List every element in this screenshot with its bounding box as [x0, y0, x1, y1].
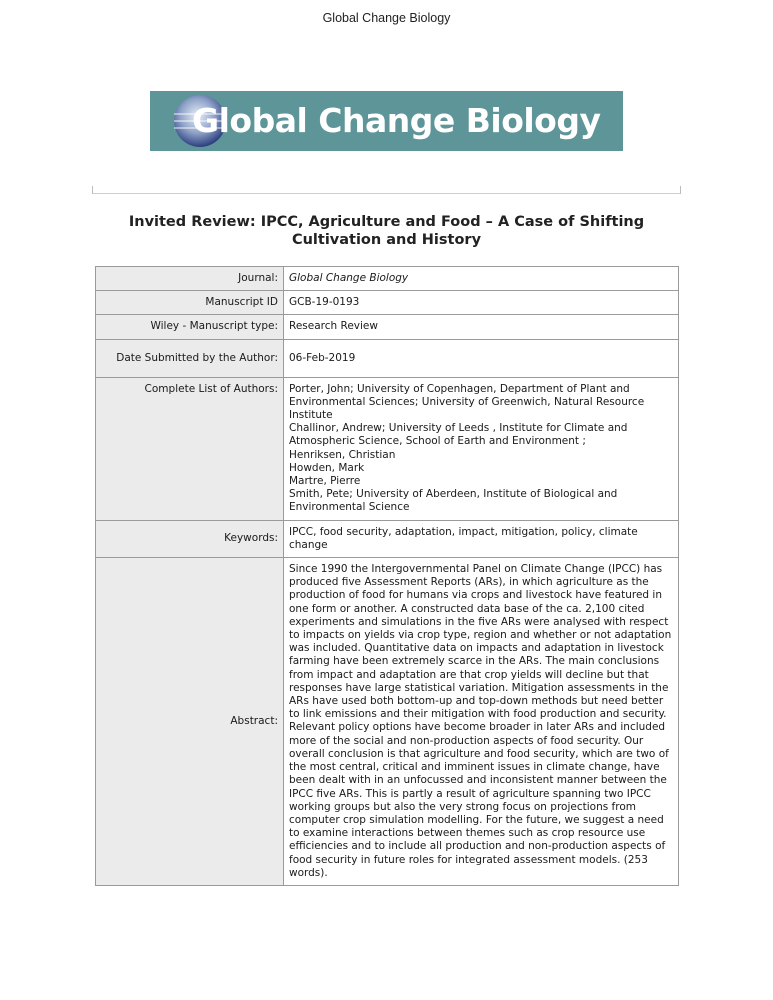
- table-row: [96, 315, 679, 339]
- divider-tick-left: [92, 186, 93, 194]
- authors-label: Complete List of Authors:: [96, 377, 284, 520]
- header-divider: [92, 193, 681, 194]
- author-line: Smith, Pete; University of Aberdeen, Institute of Biological and: [289, 488, 618, 501]
- banner-logo-text: Global Change Biology: [192, 101, 601, 140]
- table-row: [96, 520, 679, 557]
- author-line: Challinor, Andrew; University of Leeds , Institute for Climate and: [289, 422, 628, 435]
- manuscript-id-label: Manuscript ID: [96, 291, 284, 315]
- author-line: Environmental Science: [289, 501, 410, 514]
- manuscript-type-value: Research Review: [284, 315, 679, 339]
- document-title: Invited Review: IPCC, Agriculture and Food – A Case of Shifting Cultivation and History: [128, 214, 645, 248]
- author-line: Howden, Mark: [289, 461, 365, 474]
- author-line: Institute: [289, 409, 333, 422]
- journal-label: Journal:: [96, 267, 284, 291]
- table-row: [96, 267, 679, 291]
- manuscript-id-value: GCB-19-0193: [284, 291, 679, 315]
- table-row: [96, 291, 679, 315]
- author-line: Henriksen, Christian: [289, 448, 396, 461]
- author-line: Porter, John; University of Copenhagen, Department of Plant and: [289, 382, 630, 395]
- submission-metadata-table: [95, 266, 679, 886]
- abstract-label: Abstract:: [96, 558, 284, 886]
- author-line: Atmospheric Science, School of Earth and Environment ;: [289, 435, 586, 448]
- abstract-value: Since 1990 the Intergovernmental Panel on Climate Change (IPCC) has produced five Assessment Reports (ARs), in which agriculture as the production of food for humans via crops and livestock have featured in one form or another. A constructed data base of the ca. 2,100 cited experiments and simulations in the five ARs were analysed with respect to impacts on yields via crop type, region and whether or not adaptation was included. Quantitative data on impacts and adaptation in livestock farming have been extremely scarce in the ARs. The main conclusions from impact and adaptation are that crop yields will decline but that responses have large statistical variation. Mitigation assessments in the ARs have used both bottom-up and top-down methods but need better to link emissions and their mitigation with food production and security. Relevant policy options have become broader in later ARs and included more of the social and non-production aspects of food security. Our overall conclusion is that agriculture and food security, which are two of the most central, critical and imminent issues in climate change, have been dealt with in an unfocussed and inconsistent manner between the IPCC five ARs. This is partly a result of agriculture spanning two IPCC working groups but also the very strong focus on projections from computer crop simulation modelling. For the future, we suggest a need to examine interactions between themes such as crop resource use efficiencies and to include all production and non-production aspects of food security in future roles for integrated assessment models. (253 words).: [284, 558, 679, 886]
- date-submitted-label: Date Submitted by the Author:: [96, 339, 284, 377]
- keywords-value: IPCC, food security, adaptation, impact, mitigation, policy, climate change: [284, 520, 679, 557]
- journal-banner: [150, 91, 623, 151]
- author-line: Martre, Pierre: [289, 475, 361, 488]
- manuscript-type-label: Wiley - Manuscript type:: [96, 315, 284, 339]
- table-row: [96, 377, 679, 520]
- author-line: Environmental Sciences; University of Greenwich, Natural Resource: [289, 395, 645, 408]
- table-row: [96, 558, 679, 886]
- authors-value: [284, 377, 679, 520]
- journal-value: Global Change Biology: [284, 267, 679, 291]
- table-row: [96, 339, 679, 377]
- running-header: Global Change Biology: [322, 11, 451, 25]
- keywords-label: Keywords:: [96, 520, 284, 557]
- date-submitted-value: 06-Feb-2019: [284, 339, 679, 377]
- divider-tick-right: [680, 186, 681, 194]
